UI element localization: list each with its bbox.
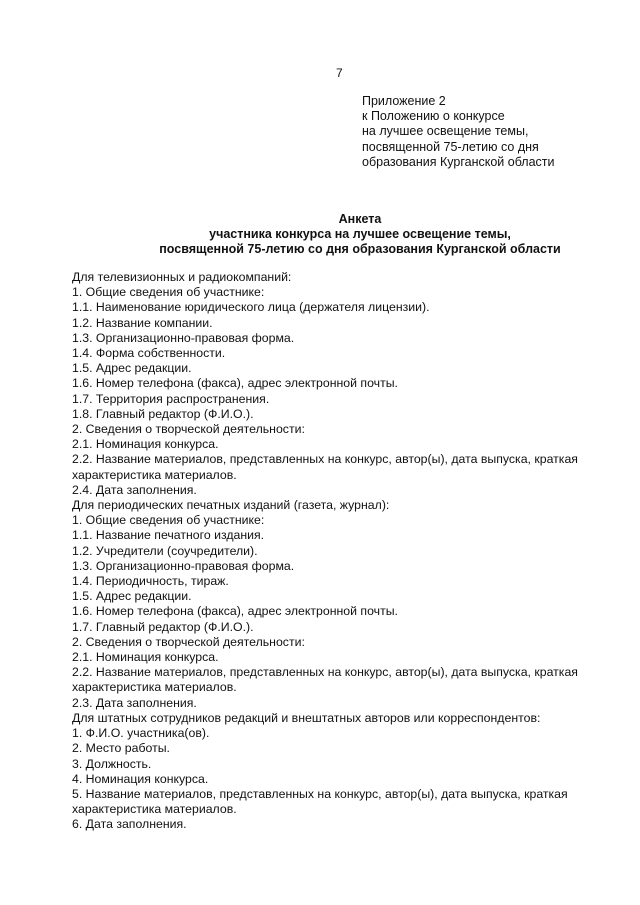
- appendix-line: к Положению о конкурсе: [362, 109, 505, 124]
- appendix-line: посвященной 75-летию со дня: [362, 139, 539, 154]
- body-line: 1.5. Адрес редакции.: [72, 361, 192, 376]
- body-line: 2.1. Номинация конкурса.: [72, 437, 219, 452]
- appendix-line: образования Курганской области: [362, 154, 555, 169]
- body-line: 6. Дата заполнения.: [72, 817, 187, 832]
- title-line: Анкета: [338, 212, 382, 226]
- title-line: посвященной 75-летию со дня образования Курганской области: [159, 242, 561, 256]
- body-line: Для телевизионных и радиокомпаний:: [72, 270, 292, 284]
- body-line: 1.8. Главный редактор (Ф.И.О.).: [72, 406, 254, 421]
- body-line: Для периодических печатных изданий (газета, журнал):: [72, 498, 390, 513]
- title-line: участника конкурса на лучшее освещение темы,: [209, 227, 511, 241]
- body-line: 1.3. Организационно-правовая форма.: [72, 330, 295, 345]
- body-line: 2.4. Дата заполнения.: [72, 482, 197, 497]
- body-line: характеристика материалов.: [72, 467, 237, 482]
- appendix-line: на лучшее освещение темы,: [362, 124, 529, 139]
- body-line: 3. Должность.: [72, 756, 152, 771]
- body-line: 2.2. Название материалов, представленных на конкурс, автор(ы), дата выпуска, краткая: [72, 452, 578, 467]
- body-line: 1.1. Название печатного издания.: [72, 528, 265, 543]
- body-line: Для штатных сотрудников редакций и внештатных авторов или корреспондентов:: [72, 710, 541, 725]
- page-number: 7: [336, 66, 343, 80]
- body-line: 1.4. Периодичность, тираж.: [72, 574, 229, 589]
- form-title: [60, 212, 640, 257]
- body-line: 5. Название материалов, представленных на конкурс, автор(ы), дата выпуска, краткая: [72, 786, 568, 801]
- form-body: [72, 270, 578, 833]
- appendix-block: [362, 94, 555, 170]
- appendix-line: Приложение 2: [362, 94, 446, 108]
- body-line: 1.2. Название компании.: [72, 315, 213, 330]
- body-line: 2.2. Название материалов, представленных на конкурс, автор(ы), дата выпуска, краткая: [72, 665, 578, 680]
- body-line: 2. Место работы.: [72, 741, 170, 756]
- body-line: 1.7. Территория распространения.: [72, 391, 270, 406]
- body-line: 1. Ф.И.О. участника(ов).: [72, 726, 210, 741]
- body-line: 4. Номинация конкурса.: [72, 771, 209, 786]
- body-line: 2.3. Дата заполнения.: [72, 695, 197, 710]
- body-line: 1.2. Учредители (соучредители).: [72, 543, 258, 558]
- body-line: 1. Общие сведения об участнике:: [72, 513, 265, 528]
- body-line: 1.3. Организационно-правовая форма.: [72, 558, 295, 573]
- body-line: 1.7. Главный редактор (Ф.И.О.).: [72, 619, 254, 634]
- body-line: характеристика материалов.: [72, 680, 237, 695]
- body-line: 2. Сведения о творческой деятельности:: [72, 634, 305, 649]
- body-line: 1.4. Форма собственности.: [72, 346, 226, 361]
- body-line: 2. Сведения о творческой деятельности:: [72, 422, 305, 437]
- body-line: 2.1. Номинация конкурса.: [72, 650, 219, 665]
- body-line: 1.6. Номер телефона (факса), адрес электронной почты.: [72, 604, 398, 619]
- body-line: 1. Общие сведения об участнике:: [72, 285, 265, 300]
- body-line: характеристика материалов.: [72, 802, 237, 817]
- body-line: 1.6. Номер телефона (факса), адрес электронной почты.: [72, 376, 398, 391]
- body-line: 1.1. Наименование юридического лица (держателя лицензии).: [72, 300, 430, 315]
- body-line: 1.5. Адрес редакции.: [72, 589, 192, 604]
